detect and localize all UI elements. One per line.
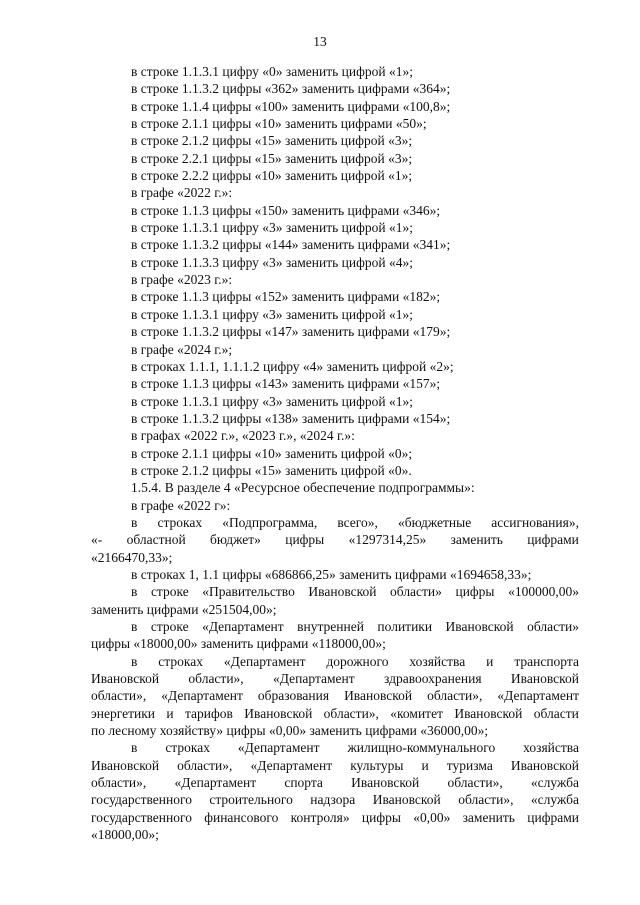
word: областной bbox=[126, 532, 186, 548]
text-line bbox=[91, 774, 579, 791]
text-line: по лесному хозяйству» цифры «0,00» заменить цифрами «36000,00»; bbox=[91, 723, 489, 739]
text-line: заменить цифрами «251504,00»; bbox=[91, 601, 277, 617]
word: и bbox=[166, 705, 174, 721]
word: «Департамент bbox=[250, 757, 333, 773]
word: ассигнования», bbox=[491, 514, 579, 530]
text-line: в графе «2024 г.»; bbox=[131, 341, 233, 357]
word: «100000,00» bbox=[508, 584, 579, 600]
word: «бюджетные bbox=[397, 514, 472, 530]
text-line: «18000,00»; bbox=[91, 827, 159, 843]
word: «Подпрограмма, bbox=[222, 514, 318, 530]
word: «комитет bbox=[390, 705, 443, 721]
word: образования bbox=[257, 688, 330, 704]
word: «Департамент bbox=[223, 653, 306, 669]
word: строке bbox=[150, 619, 189, 634]
word: Ивановской bbox=[510, 757, 579, 773]
word: «- bbox=[91, 532, 103, 548]
text-line bbox=[91, 583, 579, 600]
text-line bbox=[91, 809, 579, 826]
word: области», bbox=[447, 775, 503, 791]
text-line: в строке 1.1.3 цифры «143» заменить цифрами «157»; bbox=[131, 376, 441, 392]
word: области», bbox=[427, 688, 483, 704]
word: цифры bbox=[455, 584, 495, 600]
word: спорта bbox=[284, 775, 323, 791]
word: Ивановской bbox=[454, 705, 523, 721]
word: политики bbox=[377, 619, 433, 634]
word: цифрами bbox=[527, 809, 579, 825]
text-line: в графах «2022 г.», «2023 г.», «2024 г.»: bbox=[131, 428, 355, 444]
text-line bbox=[91, 739, 579, 756]
word: строке bbox=[150, 584, 189, 600]
word: Ивановской bbox=[91, 671, 160, 687]
word: Ивановской bbox=[372, 792, 441, 808]
text-line: в строке 1.1.3.2 цифры «362» заменить цифрами «364»; bbox=[131, 81, 451, 97]
page-number: 13 bbox=[313, 34, 327, 49]
word: туризма bbox=[446, 757, 493, 773]
word: культуры bbox=[350, 757, 404, 773]
text-line: в графе «2022 г.»: bbox=[131, 185, 233, 201]
text-line: в строках 1, 1.1 цифры «686866,25» заменить цифрами «1694658,33»; bbox=[131, 566, 532, 582]
text-line bbox=[91, 653, 579, 670]
word: области» bbox=[390, 584, 442, 600]
word: области», bbox=[188, 671, 244, 687]
text-line: в строке 1.1.3.2 цифры «144» заменить цифрами «341»; bbox=[131, 237, 451, 253]
word: в bbox=[131, 584, 138, 600]
word: хозяйства bbox=[409, 653, 466, 669]
word: в bbox=[131, 619, 138, 634]
word: в bbox=[131, 653, 138, 669]
text-line: цифры «18000,00» заменить цифрами «118000,00»; bbox=[91, 636, 386, 652]
document-body bbox=[91, 63, 579, 843]
word: строках bbox=[157, 514, 203, 530]
word: области» bbox=[527, 619, 579, 634]
word: «служба bbox=[530, 792, 579, 808]
text-line: в строке 2.1.2 цифры «15» заменить цифрой «3»; bbox=[131, 133, 413, 149]
word: Ивановской bbox=[244, 705, 313, 721]
text-line bbox=[91, 670, 579, 687]
word: строках bbox=[165, 740, 210, 756]
word: государственного bbox=[91, 792, 192, 808]
word: области», bbox=[323, 705, 379, 721]
word: контроля» bbox=[290, 809, 350, 825]
word: здравоохранения bbox=[384, 671, 482, 687]
word: «Департамент bbox=[273, 671, 355, 687]
text-line bbox=[91, 618, 579, 635]
word: заменить bbox=[462, 809, 515, 825]
word: тарифов bbox=[184, 705, 233, 721]
word: финансового bbox=[204, 809, 279, 825]
word: «0,00» bbox=[413, 809, 451, 825]
word: «Правительство bbox=[202, 584, 295, 600]
text-line: в строке 1.1.3 цифры «150» заменить цифрами «346»; bbox=[131, 202, 441, 218]
text-line: в строке 1.1.3.2 цифры «147» заменить цифрами «179»; bbox=[131, 324, 451, 340]
word: Ивановской bbox=[91, 757, 160, 773]
text-line: в строке 1.1.3.1 цифру «3» заменить цифрой «1»; bbox=[131, 306, 413, 322]
text-line: в графе «2023 г.»: bbox=[131, 272, 233, 288]
text-line: в строке 1.1.3.1 цифру «0» заменить цифрой «1»; bbox=[131, 64, 413, 79]
word: внутренней bbox=[297, 619, 364, 634]
word: цифры bbox=[285, 532, 325, 548]
word: надзора bbox=[310, 792, 356, 808]
word: области», bbox=[91, 775, 147, 791]
text-line: «2166470,33»; bbox=[91, 549, 173, 565]
word: цифрами bbox=[527, 532, 579, 548]
word: Ивановской bbox=[351, 775, 420, 791]
text-line: в строках 1.1.1, 1.1.1.2 цифру «4» заменить цифрой «2»; bbox=[131, 358, 454, 374]
text-line: в строке 2.2.2 цифры «10» заменить цифрой «1»; bbox=[131, 168, 413, 184]
word: бюджет» bbox=[209, 532, 261, 548]
text-line: в графе «2022 г»: bbox=[131, 497, 231, 513]
word: «Департамент bbox=[161, 688, 243, 704]
text-line: в строке 1.1.3 цифры «152» заменить цифрами «182»; bbox=[131, 289, 441, 305]
word: Ивановской bbox=[308, 584, 377, 600]
word: энергетики bbox=[91, 705, 156, 721]
word: «Департамент bbox=[497, 688, 579, 704]
text-line bbox=[91, 531, 579, 548]
text-line: в строке 2.2.1 цифры «15» заменить цифрой «3»; bbox=[131, 150, 413, 166]
word: дорожного bbox=[326, 653, 389, 669]
word: в bbox=[131, 514, 138, 530]
word: Ивановской bbox=[445, 619, 514, 634]
word: Ивановской bbox=[344, 688, 413, 704]
text-line bbox=[91, 514, 579, 531]
section-heading: 1.5.4. В разделе 4 «Ресурсное обеспечение подпрограммы»: bbox=[131, 480, 475, 496]
text-line: в строке 1.1.3.1 цифру «3» заменить цифрой «1»; bbox=[131, 393, 413, 409]
text-line: в строке 1.1.3.2 цифры «138» заменить цифрами «154»; bbox=[131, 410, 451, 426]
word: «Департамент bbox=[202, 619, 284, 634]
word: области», bbox=[91, 688, 147, 704]
word: и bbox=[421, 757, 429, 773]
text-line bbox=[91, 705, 579, 722]
text-line: в строке 2.1.1 цифры «10» заменить цифрой «0»; bbox=[131, 445, 413, 461]
word: государственного bbox=[91, 809, 192, 825]
word: «1297314,25» bbox=[348, 532, 427, 548]
text-line: в строке 1.1.4 цифры «100» заменить цифрами «100,8»; bbox=[131, 98, 451, 114]
word: Ивановской bbox=[510, 671, 579, 687]
text-line: в строке 2.1.1 цифры «10» заменить цифрами «50»; bbox=[131, 116, 427, 132]
word: строках bbox=[158, 653, 203, 669]
text-line: в строке 1.1.3.3 цифру «3» заменить цифрой «4»; bbox=[131, 254, 413, 270]
word: и bbox=[486, 653, 494, 669]
text-line bbox=[91, 791, 579, 808]
word: строительного bbox=[209, 792, 293, 808]
word: области», bbox=[177, 757, 233, 773]
text-line: в строке 1.1.3.1 цифру «3» заменить цифрой «1»; bbox=[131, 220, 413, 236]
word: транспорта bbox=[514, 653, 579, 669]
word: всего», bbox=[337, 514, 378, 530]
word: области bbox=[533, 705, 579, 721]
text-line: в строке 2.1.2 цифры «15» заменить цифрой «0». bbox=[131, 462, 412, 478]
text-line bbox=[91, 757, 579, 774]
word: «Департамент bbox=[174, 775, 257, 791]
word: цифры bbox=[361, 809, 401, 825]
word: в bbox=[131, 740, 138, 756]
word: жилищно-коммунального bbox=[347, 740, 496, 756]
word: «Департамент bbox=[237, 740, 320, 756]
word: хозяйства bbox=[523, 740, 579, 756]
word: «служба bbox=[530, 775, 579, 791]
word: области», bbox=[458, 792, 514, 808]
text-line bbox=[91, 687, 579, 704]
word: заменить bbox=[450, 532, 503, 548]
